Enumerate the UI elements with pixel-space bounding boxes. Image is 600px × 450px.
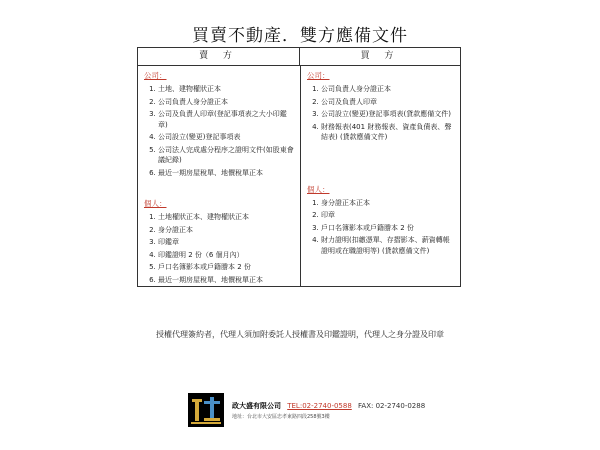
list-item: 2. 公司及負責人印章	[321, 97, 456, 108]
company-name: 政大盛有限公司	[232, 402, 281, 410]
buyer-personal-label: 個人：	[307, 184, 330, 194]
list-item: 1. 公司負責人身分證正本	[321, 84, 456, 95]
list-item: 2. 身分證正本	[158, 225, 296, 236]
list-item: 2. 公司負責人身分證正本	[158, 97, 296, 108]
list-item: 4. 財力證明(扣繳憑單、存摺影本、薪資轉帳證明或在職證明等) (貸款應備文件)	[321, 235, 456, 256]
list-item: 4. 公司設立(變更)登記事項表	[158, 132, 296, 143]
seller-company-list	[144, 84, 296, 178]
buyer-column	[300, 65, 460, 286]
buyer-company-label: 公司：	[307, 71, 330, 80]
seller-company-label: 公司：	[144, 71, 167, 80]
list-item: 3. 印鑑章	[158, 237, 296, 248]
company-logo-icon	[188, 393, 224, 427]
table-header	[138, 48, 460, 66]
seller-personal-label: 個人：	[144, 199, 167, 208]
fax-number: FAX: 02-2740-0288	[358, 402, 426, 410]
list-item: 6. 最近一期房屋稅單、地價稅單正本	[158, 168, 296, 179]
list-item: 3. 戶口名簿影本或戶籍謄本 2 份	[321, 223, 456, 234]
list-item: 3. 公司及負責人印章(登記事項表之大小印鑑章)	[158, 109, 296, 130]
tel-link[interactable]: TEL:02-2740-0588	[287, 402, 352, 410]
seller-column	[138, 65, 300, 286]
buyer-personal-list	[307, 198, 456, 257]
list-item: 1. 土地權狀正本、建物權狀正本	[158, 212, 296, 223]
list-item: 5. 戶口名簿影本或戶籍謄本 2 份	[158, 262, 296, 273]
seller-personal-list	[144, 212, 296, 285]
page-title: 買賣不動產．雙方應備文件	[192, 26, 408, 46]
buyer-company-list	[307, 84, 456, 143]
list-item: 3. 公司設立(變更)登記事項表(貸款應備文件)	[321, 109, 456, 120]
buyer-header: 買 方	[299, 48, 460, 65]
company-contact	[232, 401, 425, 411]
seller-header: 賣 方	[199, 51, 238, 61]
list-item: 1. 身分證正本正本	[321, 198, 456, 209]
list-item: 6. 最近一期房屋稅單、地價稅單正本	[158, 275, 296, 286]
list-item: 1. 土地、建物權狀正本	[158, 84, 296, 95]
list-item: 2. 印章	[321, 210, 456, 221]
company-footer	[188, 393, 488, 429]
list-item: 4. 印鑑證明 2 份（6 個月內）	[158, 250, 296, 261]
documents-table	[137, 47, 461, 287]
company-address: 地址：台北市大安區忠孝東路四段258號3樓	[232, 414, 330, 420]
proxy-note: 授權代理簽約者，代理人須加附委託人授權書及印鑑證明，代理人之身分證及印章	[156, 330, 444, 339]
list-item: 4. 財務報表(401 財務報表、資產負債表、聲結表) (貸款應備文件)	[321, 122, 456, 143]
list-item: 5. 公司法人完成處分程序之證明文件(如股東會議紀錄)	[158, 145, 296, 166]
